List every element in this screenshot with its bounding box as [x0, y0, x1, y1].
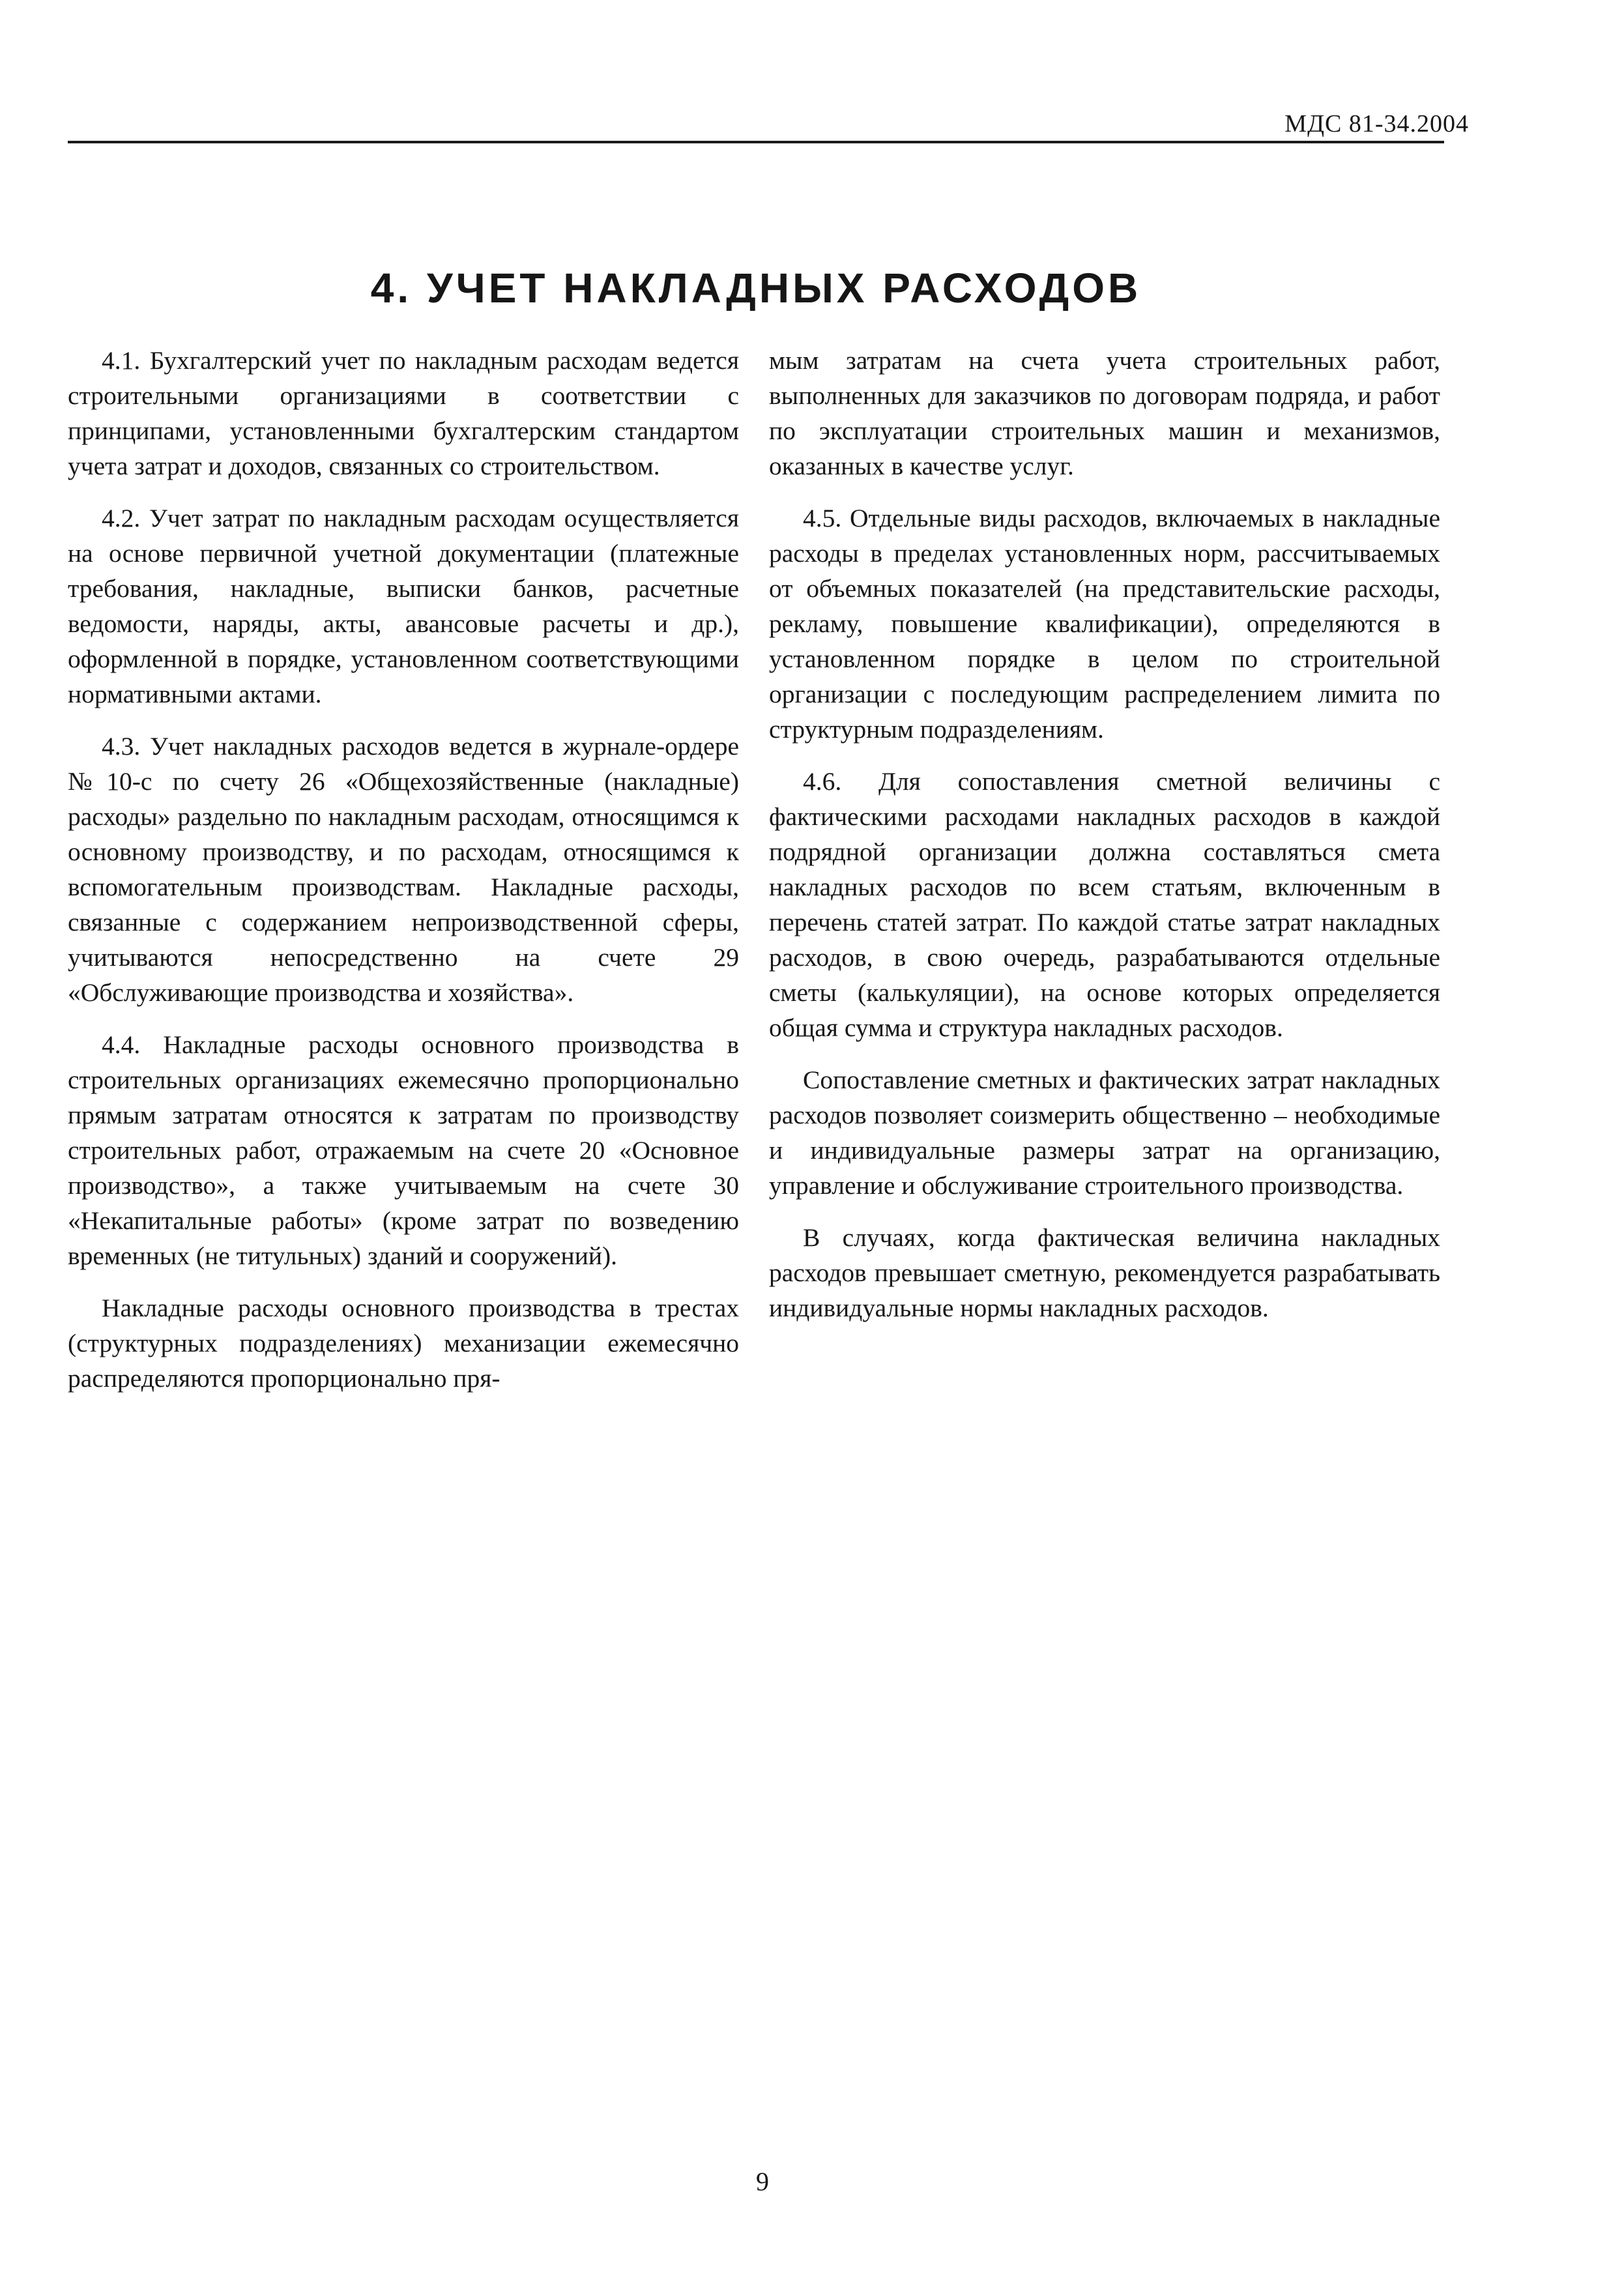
- paragraph-4-3: 4.3. Учет накладных расходов ведется в журнале-ордере №10-с по счету 26 «Общехозяйственные (накладные) расходы» раздельно по накладным расходам, относящимся к основному производству, и по расходам, относящимся к вспомогательным производствам. Накладные расходы, связанные с содержанием непроизводственной сферы, учитываются непосредственно на счете 29 «Обслуживающие производства и хозяйства».: [68, 732, 739, 1007]
- section-title: 4. УЧЕТ НАКЛАДНЫХ РАСХОДОВ: [370, 264, 1142, 312]
- paragraph-4-6-comparison: Сопоставление сметных и фактических затрат накладных расходов позволяет соизмерить общественно – необходимые и индивидуальные размеры затрат на организацию, управление и обслуживание строительного производства.: [769, 1065, 1440, 1200]
- paragraph-4-6: 4.6. Для сопоставления сметной величины с фактическими расходами накладных расходов в каждой подрядной организации должна составляться смета накладных расходов по всем статьям, включенным в перечень статей затрат. По каждой статье затрат накладных расходов, в свою очередь, разрабатываются отдельные сметы (калькуляции), на основе которых определяется общая сумма и структура накладных расходов.: [769, 767, 1440, 1042]
- paragraph-4-1: 4.1. Бухгалтерский учет по накладным расходам ведется строительными организациями в соответствии с принципами, установленными бухгалтерским стандартом учета затрат и доходов, связанных со строительством.: [68, 346, 739, 480]
- paragraph-4-5: 4.5. Отдельные виды расходов, включаемых в накладные расходы в пределах установленных норм, рассчитываемых от объемных показателей (на представительские расходы, рекламу, повышение квалификации), определяются в установленном порядке в целом по строительной организации с последующим распределением лимита по структурным подразделениям.: [769, 504, 1440, 744]
- left-column: [68, 343, 739, 1413]
- right-column: [769, 343, 1440, 1342]
- paragraph-4-4: 4.4. Накладные расходы основного производства в строительных организациях ежемесячно пропорционально прямым затратам относятся к затратам по производству строительных работ, отражаемым на счете 20 «Основное производство», а также учитываемым на счете 30 «Некапитальные работы» (кроме затрат по возведению временных (не титульных) зданий и сооружений).: [68, 1030, 739, 1270]
- paragraph-continuation: мым затратам на счета учета строительных работ, выполненных для заказчиков по договорам подряда, и работ по эксплуатации строительных машин и механизмов, оказанных в качестве услуг.: [769, 346, 1440, 480]
- header-divider: [68, 141, 1444, 143]
- document-code: МДС 81-34.2004: [1284, 110, 1469, 138]
- paragraph-4-6-recommendation: В случаях, когда фактическая величина накладных расходов превышает сметную, рекомендуется разрабатывать индивидуальные нормы накладных расходов.: [769, 1223, 1440, 1322]
- paragraph-4-4-continued: Накладные расходы основного производства в трестах (структурных подразделениях) механизации ежемесячно распределяются пропорционально пря-: [68, 1294, 739, 1393]
- page-number: 9: [756, 2167, 769, 2196]
- paragraph-4-2: 4.2. Учет затрат по накладным расходам осуществляется на основе первичной учетной документации (платежные требования, накладные, выписки банков, расчетные ведомости, наряды, акты, авансовые расчеты и др.), оформленной в порядке, установленном соответствующими нормативными актами.: [68, 504, 739, 708]
